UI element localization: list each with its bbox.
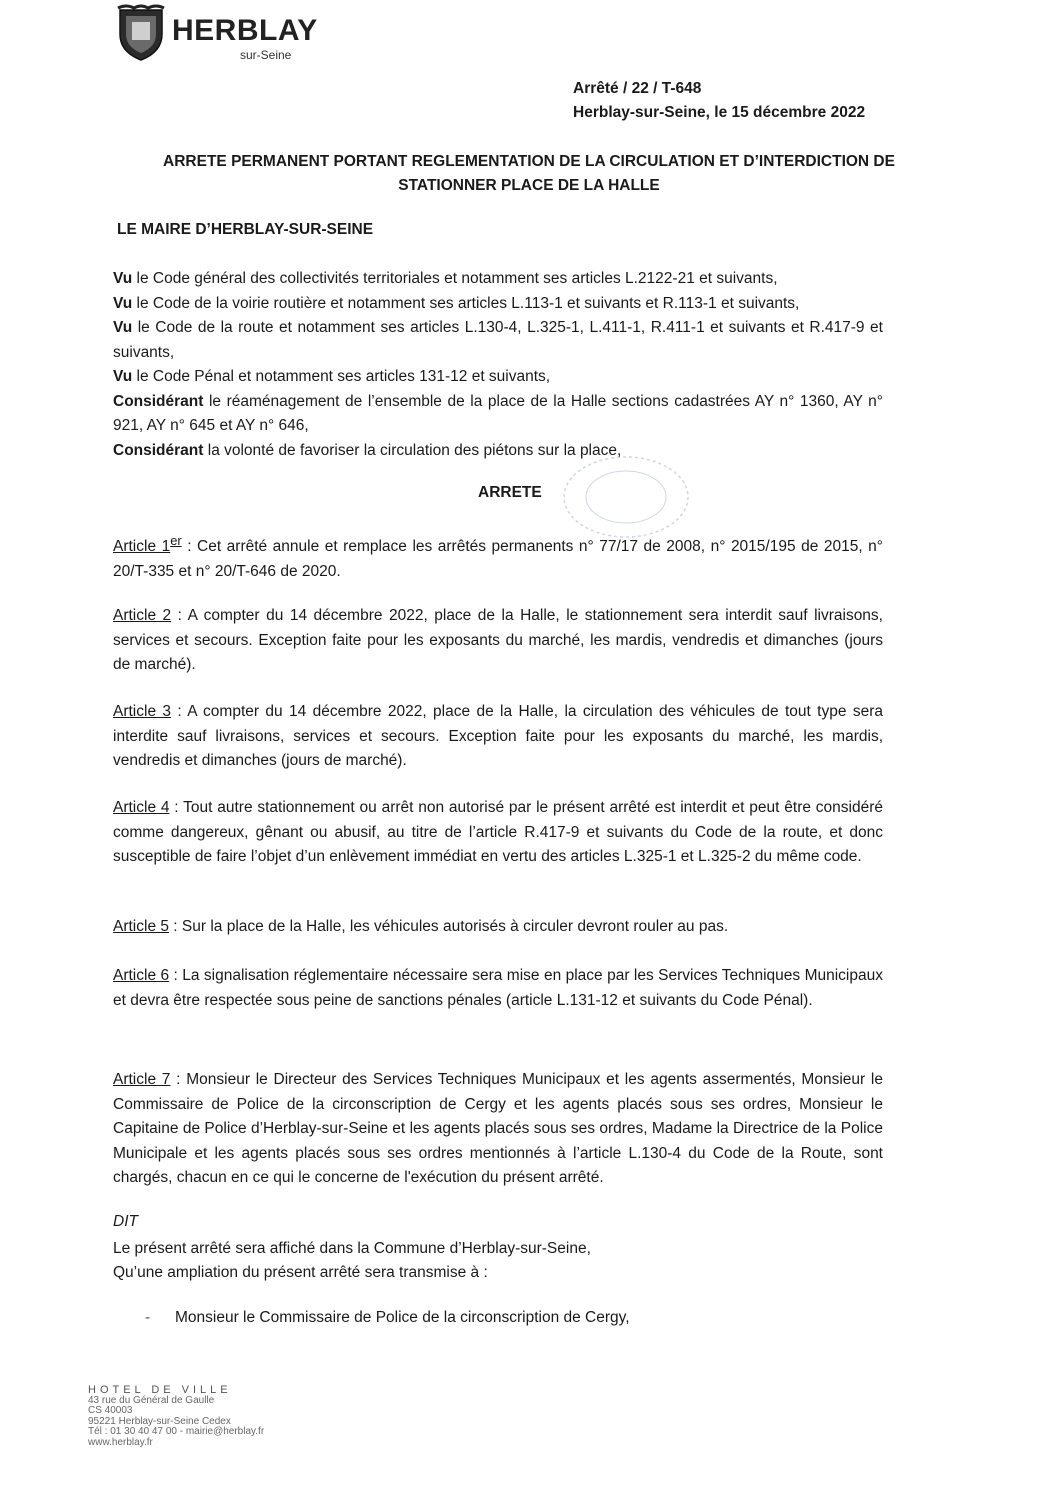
article-6: Article 6 : La signalisation réglementaire nécessaire sera mise en place par les Services Techniques Municipaux et devra être respectée sous peine de sanctions pénales (article L.131-12 et suivants du Code Pénal). bbox=[113, 967, 883, 1009]
article-4: Article 4 : Tout autre stationnement ou arrêt non autorisé par le présent arrêté est interdit et peut être considéré comme dangereux, gênant ou abusif, au titre de l’article R.417-9 et suivants du Code de la route, et donc susceptible de faire l’objet d’un enlèvement immédiat en vertu des articles L.325-1 et L.325-2 du même code. bbox=[113, 799, 883, 865]
consideration-item: Vu le Code de la voirie routière et notamment ses articles L.113-1 et suivants et R.113-1 et suivants, bbox=[113, 294, 800, 312]
recipient-list-item: - Monsieur le Commissaire de Police de la circonscription de Cergy, bbox=[145, 1309, 630, 1326]
footer-contact: Tél : 01 30 40 47 00 - mairie@herblay.fr bbox=[88, 1426, 265, 1437]
document-title bbox=[100, 150, 958, 198]
article-2: Article 2 : A compter du 14 décembre 2022, place de la Halle, le stationnement sera interdit sauf livraisons, services et secours. Exception faite pour les exposants du marché, les mardis, vendredis et dimanches (jours de marché). bbox=[113, 607, 883, 673]
consideration-item: Considérant le réaménagement de l’ensemble de la place de la Halle sections cadastrées AY n° 1360, AY n° 921, AY n° 645 et AY n° 646, bbox=[113, 392, 883, 434]
article-3: Article 3 : A compter du 14 décembre 2022, place de la Halle, la circulation des véhicules de tout type sera interdite sauf livraisons, services et secours. Exception faite pour les exposants du marché, les mardis, vendredis et dimanches (jours de marché). bbox=[113, 703, 883, 769]
footer-title: HOTEL DE VILLE bbox=[88, 1384, 232, 1396]
title-line-2: STATIONNER PLACE DE LA HALLE bbox=[398, 177, 660, 194]
dit-line-1: Le présent arrêté sera affiché dans la Commune d’Herblay-sur-Seine, bbox=[113, 1240, 591, 1257]
decree-date: Herblay-sur-Seine, le 15 décembre 2022 bbox=[573, 104, 866, 121]
decision-heading: ARRETE bbox=[478, 484, 542, 501]
dit-line-2: Qu’une ampliation du présent arrêté sera transmise à : bbox=[113, 1264, 488, 1281]
title-line-1: ARRETE PERMANENT PORTANT REGLEMENTATION DE LA CIRCULATION ET D’INTERDICTION DE bbox=[163, 153, 895, 170]
considerations-block bbox=[113, 267, 883, 463]
issuer-heading: LE MAIRE D’HERBLAY-SUR-SEINE bbox=[117, 221, 374, 238]
footer-address bbox=[88, 1385, 264, 1448]
article-7: Article 7 : Monsieur le Directeur des Services Techniques Municipaux et les agents assermentés, Monsieur le Commissaire de Police de la circonscription de Cergy et les agents placés sous ses ordres, Monsieur le Capitaine de Police d’Herblay-sur-Seine et les agents placés sous ses ordres, Madame la Directrice de la Police Municipale et les agents placés sous ses ordres mentionnés à l’article L.130-4 du Code de la Route, sont chargés, chacun en ce qui le concerne de l'exécution du présent arrêté. bbox=[113, 1071, 883, 1186]
footer-city: 95221 Herblay-sur-Seine Cedex bbox=[88, 1415, 231, 1427]
decree-reference: Arrêté / 22 / T-648 bbox=[573, 80, 702, 97]
article-1: Article 1er : Cet arrêté annule et remplace les arrêtés permanents n° 77/17 de 2008, n° 2015/195 de 2015, n° 20/T-335 et n° 20/T-646 de 2020. bbox=[113, 533, 883, 580]
logo-subtitle: sur-Seine bbox=[240, 48, 292, 62]
consideration-item: Vu le Code général des collectivités territoriales et notamment ses articles L.2122-21 et suivants, bbox=[113, 270, 778, 287]
dit-heading: DIT bbox=[113, 1213, 138, 1230]
dit-block bbox=[113, 1237, 591, 1285]
footer-street: 43 rue du Général de Gaulle bbox=[88, 1394, 215, 1406]
city-logo bbox=[116, 4, 346, 66]
footer-cs: CS 40003 bbox=[88, 1405, 133, 1416]
consideration-item: Vu le Code Pénal et notamment ses articles 131-12 et suivants, bbox=[113, 368, 551, 385]
logo-wordmark: HERBLAY bbox=[172, 14, 318, 47]
footer-website: www.herblay.fr bbox=[88, 1436, 153, 1448]
bullet-dash-icon: - bbox=[145, 1309, 151, 1326]
consideration-item: Vu le Code de la route et notamment ses articles L.130-4, L.325-1, L.411-1, R.411-1 et suivants et R.417-9 et suivants, bbox=[113, 319, 883, 361]
article-5: Article 5 : Sur la place de la Halle, les véhicules autorisés à circuler devront rouler au pas. bbox=[113, 918, 729, 935]
coat-of-arms-icon bbox=[116, 4, 166, 62]
consideration-item: Considérant la volonté de favoriser la circulation des piétons sur la place, bbox=[113, 441, 622, 459]
